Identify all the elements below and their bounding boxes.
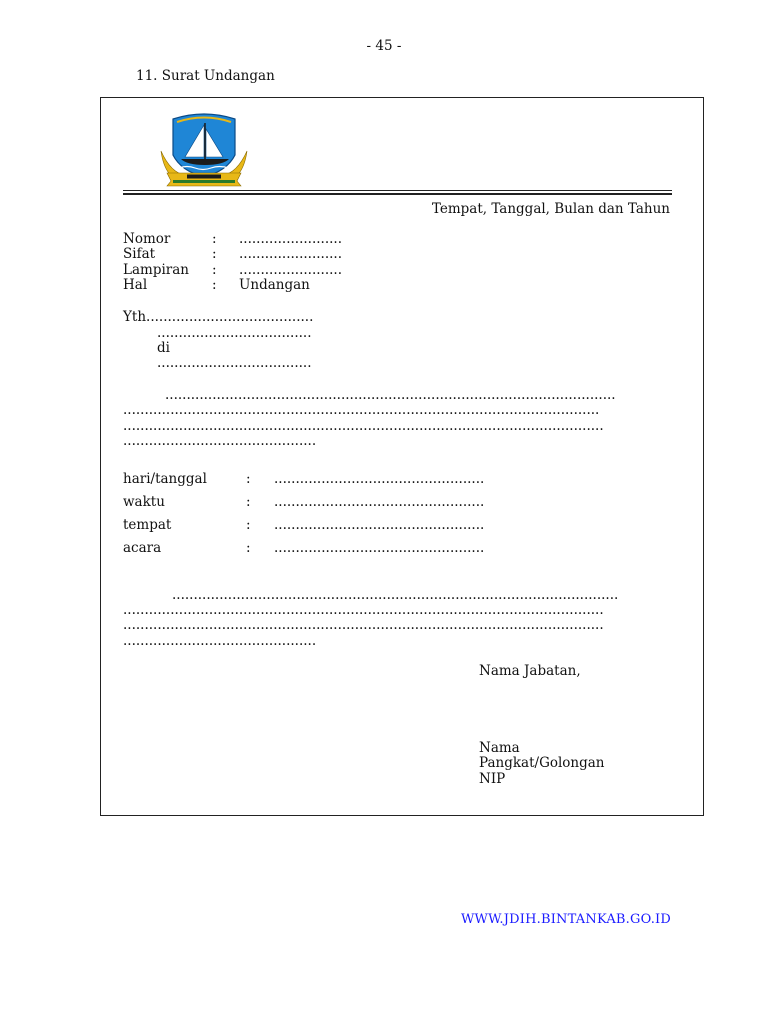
event-colon: :	[246, 517, 251, 533]
field-value-hal: Undangan	[239, 277, 310, 293]
recipient-line: ....................................	[157, 325, 312, 341]
event-value-waktu: .................................................	[274, 494, 485, 510]
letterhead-rule-thin	[123, 190, 672, 191]
signature-rank: Pangkat/Golongan	[479, 755, 605, 771]
event-value-hari-tanggal: .................................................	[274, 471, 485, 487]
event-value-acara: .................................................	[274, 540, 485, 556]
signature-name: Nama	[479, 740, 520, 756]
recipient-di: di	[157, 340, 170, 356]
field-label-sifat: Sifat	[123, 246, 156, 262]
body-paragraph-2-line: .............................................	[123, 633, 317, 649]
field-colon: :	[212, 231, 217, 247]
event-colon: :	[246, 471, 251, 487]
field-label-lampiran: Lampiran	[123, 262, 189, 278]
body-paragraph-1-line: ................................................................................................................	[123, 418, 604, 434]
event-label-waktu: waktu	[123, 494, 165, 510]
body-paragraph-1-line: ...............................................................................................................	[123, 402, 600, 418]
field-colon: :	[212, 277, 217, 293]
letterhead-rule-thick	[123, 193, 672, 195]
body-paragraph-1-line: .............................................	[123, 433, 317, 449]
footer-website-link[interactable]: WWW.JDIH.BINTANKAB.GO.ID	[460, 912, 671, 927]
recipient-address-line: ....................................	[157, 355, 312, 371]
field-label-nomor: Nomor	[123, 231, 171, 247]
body-paragraph-2-line: ................................................................................................................	[123, 602, 604, 618]
place-date-line: Tempat, Tanggal, Bulan dan Tahun	[431, 201, 670, 217]
field-label-hal: Hal	[123, 277, 148, 293]
body-paragraph-2-line: ........................................................................................................	[172, 587, 619, 603]
field-value-nomor: ........................	[239, 231, 342, 247]
field-colon: :	[212, 246, 217, 262]
field-colon: :	[212, 262, 217, 278]
field-value-lampiran: ........................	[239, 262, 342, 278]
event-value-tempat: .................................................	[274, 517, 485, 533]
page-number: - 45 -	[366, 38, 402, 54]
event-colon: :	[246, 540, 251, 556]
body-paragraph-1-line: .........................................................................................................	[165, 387, 616, 403]
event-label-acara: acara	[123, 540, 162, 556]
event-label-hari-tanggal: hari/tanggal	[123, 471, 207, 487]
bintan-regency-crest-icon	[157, 111, 251, 187]
signature-position: Nama Jabatan,	[479, 663, 581, 679]
recipient-yth: Yth.......................................	[123, 309, 314, 325]
field-value-sifat: ........................	[239, 246, 342, 262]
body-paragraph-2-line: ................................................................................................................	[123, 617, 604, 633]
event-colon: :	[246, 494, 251, 510]
signature-nip: NIP	[479, 771, 506, 787]
section-title: 11. Surat Undangan	[136, 68, 275, 84]
event-label-tempat: tempat	[123, 517, 172, 533]
